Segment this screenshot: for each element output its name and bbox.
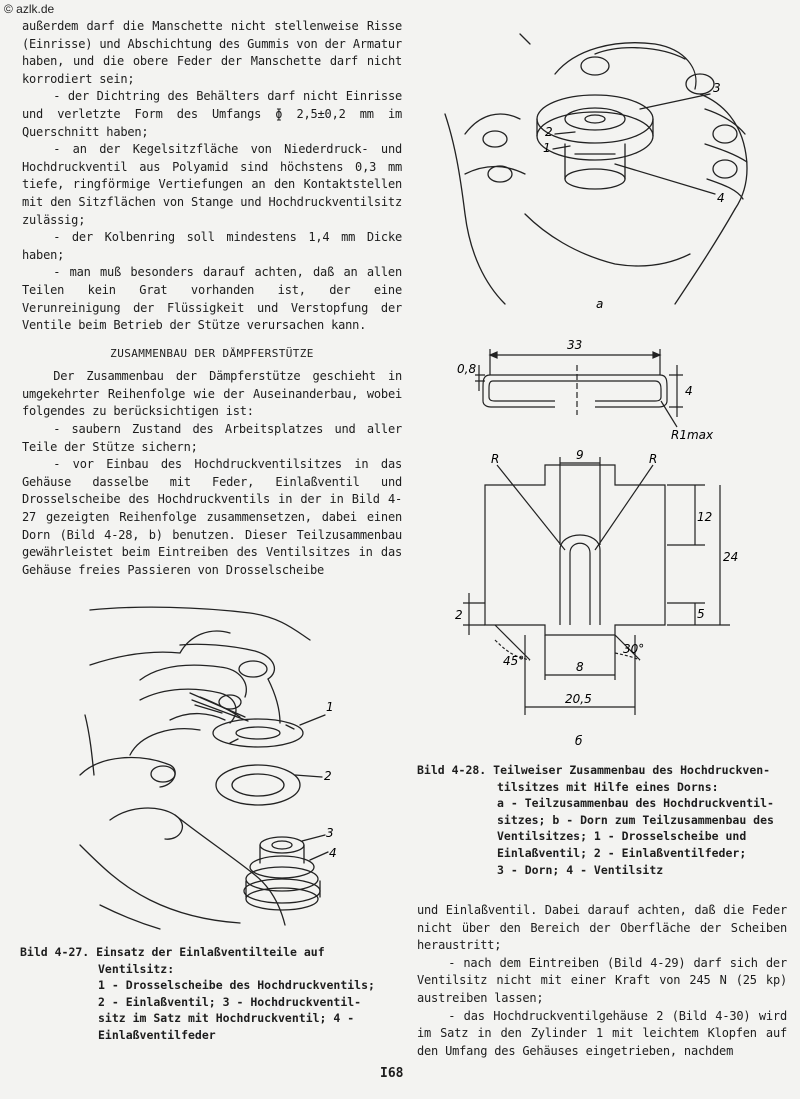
paragraph: außerdem darf die Manschette nicht stellenweise Risse (Einrisse) und Abschichtung des Gummis von der Armatur haben, und die obere Feder der Manschette darf nicht korrodiert sein; [22,19,402,86]
watermark: © azlk.de [4,2,55,16]
paragraph: Der Zusammenbau der Dämpferstütze geschieht in umgekehrter Reihenfolge wie der Auseinanderbau, wobei folgendes zu berücksichtigen ist: [22,369,402,419]
caption-line: tilsitzes mit Hilfe eines Dorns: [497,779,719,794]
callout-2: 2 [324,769,332,783]
caption-line: 2 - Einlaßventil; 3 - Hochdruckventil- [98,994,362,1009]
caption-line: Ventilsitz: [98,961,175,976]
dim-r-right: R [649,452,658,466]
caption-line: Ventilsitzes; 1 - Drosselscheibe und [497,829,747,844]
caption-line: Einlaßventilfeder [98,1027,216,1042]
section-heading: ZUSAMMENBAU DER DÄMPFERSTÜTZE [110,346,314,360]
dim-radius: R1max [671,428,714,442]
dim-20-5: 20,5 [565,692,592,706]
right-column-text [417,902,787,1060]
caption-line: 3 - Dorn; 4 - Ventilsitz [497,862,664,877]
paragraph: - das Hochdruckventilgehäuse 2 (Bild 4-30) wird im Satz in den Zylinder 1 mit leichtem Klopfen auf den Umfang des Gehäuses eingetrieben, nachdem [417,1008,787,1058]
dim-angle-right: 30° [623,642,645,656]
figure-4-27-illustration [80,605,440,935]
caption-line: a - Teilzusammenbau des Hochdruckventil- [497,796,774,811]
dim-thickness: 0,8 [457,362,477,376]
paragraph: - nach dem Eintreiben (Bild 4-29) darf sich der Ventilsitz nicht mit einer Kraft von 245 N (25 kp) austreiben lassen; [417,955,787,1005]
dim-height-side: 4 [685,384,693,398]
dim-width-top: 33 [567,338,583,352]
figure-label-b: б [575,734,583,748]
caption-line: Einlaßventil; 2 - Einlaßventilfeder; [497,845,747,860]
dim-24: 24 [723,550,739,564]
dim-r-left: R [491,452,500,466]
paragraph: - der Dichtring des Behälters darf nicht Einrisse und verletzte Form des Umfangs ɸ 2,5±0,2 mm im Querschnitt haben; [22,89,402,139]
callout-4: 4 [717,191,725,205]
caption-line: 1 - Drosselscheibe des Hochdruckventils; [98,978,375,993]
left-column-text [22,18,402,579]
caption-line: sitz im Satz mit Hochdruckventil; 4 - [98,1011,355,1026]
callout-4: 4 [329,846,337,860]
figure-4-28b-drawing [455,335,775,755]
figure-label-a: a [596,297,604,311]
paragraph: - der Kolbenring soll mindestens 1,4 mm Dicke haben; [22,230,402,262]
paragraph: - vor Einbau des Hochdruckventilsitzes in das Gehäuse dasselbe mit Feder, Einlaßventil und Drosselscheibe des Hochdruckventils in der in Bild 4-27 gezeigten Reihenfolge zusammensetzen, dabei einen Dorn (Bild 4-28, b) benutzen. Dieser Teilzusammenbau gewährleistet beim Eintreiben des Ventilsitzes in das Gehäuse freies Passieren von Drosselscheibe [22,457,402,577]
dim-slot: 9 [576,448,584,462]
paragraph: - an der Kegelsitzfläche von Niederdruck- und Hochdruckventil aus Polyamid sind höchstens 0,3 mm tiefe, ringförmige Vertiefungen an den Kontaktstellen mit den Sitzflächen von Stange und Hochdruckventilsitz zulässig; [22,142,402,227]
figure-4-28-caption [417,762,789,878]
paragraph: und Einlaßventil. Dabei darauf achten, daß die Feder nicht über den Bereich der Oberfläche der Scheiben heraustritt; [417,903,787,953]
figure-4-27-caption [20,944,400,1044]
callout-2: 2 [545,125,553,139]
figure-4-28a-illustration [445,14,775,314]
callout-1: 1 [543,141,551,155]
page-number: I68 [380,1066,404,1081]
caption-line: sitzes; b - Dorn zum Teilzusammenbau des [497,812,774,827]
caption-title: Bild 4-27. Einsatz der Einlaßventilteile auf [20,945,325,959]
callout-3: 3 [713,81,721,95]
dim-8: 8 [576,660,584,674]
caption-title: Bild 4-28. Teilweiser Zusammenbau des Hochdruckven- [417,763,771,777]
dim-2: 2 [455,608,463,622]
paragraph: - man muß besonders darauf achten, daß an allen Teilen kein Grat vorhanden ist, der eine Verunreinigung der Flüssigkeit und Verstopfung der Ventile beim Betrieb der Stütze verursachen kann. [22,265,402,333]
callout-1: 1 [326,700,334,714]
dim-5: 5 [697,607,705,621]
dim-angle-left: 45° [503,654,525,668]
dim-12: 12 [697,510,713,524]
callout-3: 3 [326,826,334,840]
paragraph: - saubern Zustand des Arbeitsplatzes und aller Teile der Stütze sichern; [22,422,402,454]
